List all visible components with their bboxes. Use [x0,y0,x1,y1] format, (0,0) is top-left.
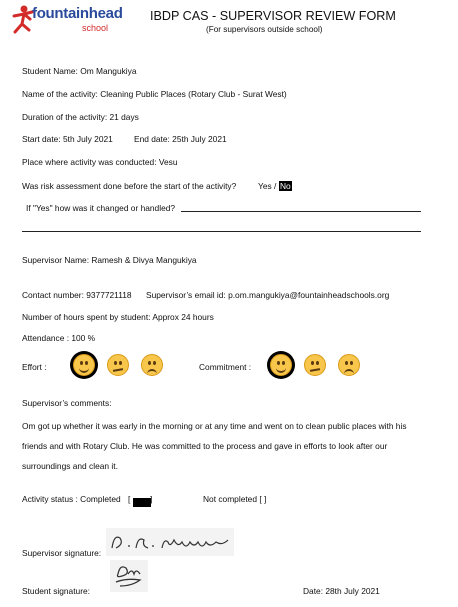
risk-yes-option: Yes / [258,181,277,191]
supervisor-signature-image [106,528,234,556]
school-logo [10,4,123,36]
comments-label: Supervisor’s comments: [22,398,112,408]
supervisor-name: Supervisor Name: Ramesh & Divya Mangukiya [22,255,197,265]
logo-subtext: school [82,23,109,33]
student-signature-image [110,560,148,592]
neutral-face-icon[interactable] [304,354,326,376]
student-signature-label: Student signature: [22,586,90,596]
happy-face-icon[interactable] [270,354,292,376]
risk-no-option-selected: No [280,181,291,191]
activity-duration: Duration of the activity: 21 days [22,112,139,122]
signature-date: Date: 28th July 2021 [303,586,380,596]
commitment-label: Commitment : [199,362,252,372]
attendance: Attendance : 100 % [22,333,96,343]
form-title: IBDP CAS - SUPERVISOR REVIEW FORM [150,9,396,23]
neutral-face-icon[interactable] [107,354,129,376]
effort-rating [73,354,163,376]
hours-spent: Number of hours spent by student: Approx 24 hours [22,312,214,322]
risk-question: Was risk assessment done before the start of the activity? [22,181,237,191]
form-subtitle: (For supervisors outside school) [206,25,323,34]
logo-wordmark: fountainhead [32,5,123,22]
happy-face-icon[interactable] [73,354,95,376]
comments-line-2: friends and with Rotary Club. He was committed to the process and gave in efforts to look after our [22,441,388,451]
activity-place: Place where activity was conducted: Vesu [22,157,178,167]
not-completed-option: Not completed [ ] [203,494,267,504]
student-name: Student Name: Om Mangukiya [22,66,137,76]
comments-line-3: surroundings and clean it. [22,461,118,471]
risk-followup-line [181,211,421,212]
comments-line-1: Om got up whether it was early in the morning or at any time and went on to clean public places with his [22,421,407,431]
completed-open-bracket: [ [128,494,131,504]
supervisor-signature-label: Supervisor signature: [22,548,102,558]
end-date: End date: 25th July 2021 [134,134,227,144]
activity-status-label: Activity status : Completed [22,494,121,504]
contact-number: Contact number: 9377721118 [22,290,132,300]
start-date: Start date: 5th July 2021 [22,134,113,144]
supervisor-email: Supervisor’s email id: p.om.mangukiya@fountainheadschools.org [146,290,390,300]
sad-face-icon[interactable] [338,354,360,376]
completed-close-bracket: ] [150,494,153,504]
effort-label: Effort : [22,362,47,372]
completed-checkbox-redacted[interactable] [133,494,151,512]
risk-followup-line-2 [22,231,421,232]
sad-face-icon[interactable] [141,354,163,376]
risk-followup-label: If "Yes" how was it changed or handled? [26,203,176,213]
activity-name: Name of the activity: Cleaning Public Places (Rotary Club - Surat West) [22,89,287,99]
commitment-rating [270,354,360,376]
runner-logo-icon [10,4,34,34]
